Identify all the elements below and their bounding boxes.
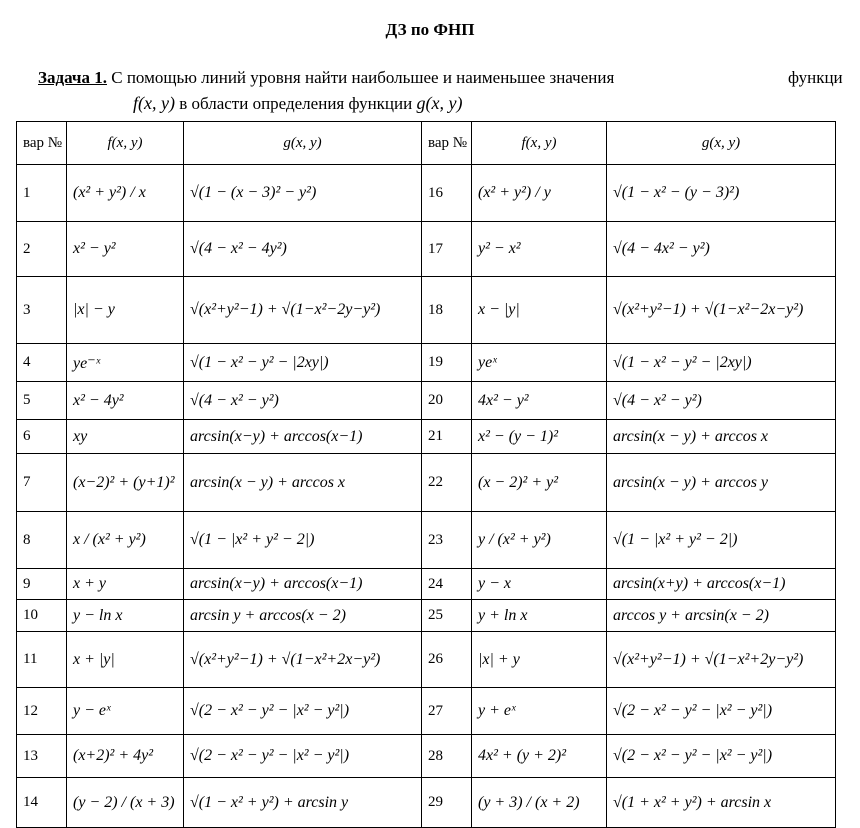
variant-number: 21 (422, 420, 472, 454)
header-variant: вар № (17, 122, 67, 165)
function-g: √(2 − x² − y² − |x² − y²|) (607, 735, 836, 778)
function-g: √(1 − x² − (y − 3)²) (607, 165, 836, 222)
function-f: |x| + y (472, 632, 607, 688)
task-text: С помощью линий уровня найти наибольшее и наименьшее значения (106, 68, 615, 87)
function-f: 4x² + (y + 2)² (472, 735, 607, 778)
function-f: x / (x² + y²) (67, 512, 184, 569)
variants-table (16, 121, 836, 828)
task-text-2: в области определения функции (174, 94, 417, 113)
variant-number: 12 (17, 688, 67, 735)
function-g: √(1 − |x² + y² − 2|) (184, 512, 422, 569)
table-row (17, 569, 836, 600)
variant-number: 6 (17, 420, 67, 454)
function-f: y² − x² (472, 222, 607, 277)
variant-number: 8 (17, 512, 67, 569)
function-f: |x| − y (67, 277, 184, 344)
function-f: y + ln x (472, 600, 607, 632)
function-g: arcsin(x − y) + arccos x (607, 420, 836, 454)
function-g: √(x²+y²−1) + √(1−x²+2y−y²) (607, 632, 836, 688)
function-f: (x² + y²) / y (472, 165, 607, 222)
function-f: x − |y| (472, 277, 607, 344)
function-g: arcsin(x−y) + arccos(x−1) (184, 420, 422, 454)
function-f: (x−2)² + (y+1)² (67, 454, 184, 512)
function-f: y − eˣ (67, 688, 184, 735)
function-f: x² − (y − 1)² (472, 420, 607, 454)
function-g: arcsin y + arccos(x − 2) (184, 600, 422, 632)
function-f: x + |y| (67, 632, 184, 688)
function-f: (y − 2) / (x + 3) (67, 778, 184, 828)
variant-number: 5 (17, 382, 67, 420)
function-g: √(1 − |x² + y² − 2|) (607, 512, 836, 569)
header-f-2: f(x, y) (472, 122, 607, 165)
function-f: (y + 3) / (x + 2) (472, 778, 607, 828)
task-label: Задача 1. (38, 68, 107, 87)
function-g: √(4 − x² − y²) (607, 382, 836, 420)
task-statement-line1 (38, 68, 860, 88)
header-variant-2: вар № (422, 122, 472, 165)
variant-number: 3 (17, 277, 67, 344)
function-g: √(1 − x² + y²) + arcsin y (184, 778, 422, 828)
function-g: √(1 − (x − 3)² − y²) (184, 165, 422, 222)
function-g: √(2 − x² − y² − |x² − y²|) (184, 735, 422, 778)
function-g: arcsin(x+y) + arccos(x−1) (607, 569, 836, 600)
function-g: √(2 − x² − y² − |x² − y²|) (607, 688, 836, 735)
function-f: 4x² − y² (472, 382, 607, 420)
task-function-g: g(x, y) (416, 93, 463, 113)
function-f: y − ln x (67, 600, 184, 632)
table-row (17, 382, 836, 420)
variant-number: 22 (422, 454, 472, 512)
variant-number: 27 (422, 688, 472, 735)
function-f: y + eˣ (472, 688, 607, 735)
table-row (17, 735, 836, 778)
function-g: √(4 − x² − y²) (184, 382, 422, 420)
variant-number: 23 (422, 512, 472, 569)
function-g: √(1 − x² − y² − |2xy|) (607, 344, 836, 382)
variant-number: 19 (422, 344, 472, 382)
function-f: ye⁻ˣ (67, 344, 184, 382)
header-g: g(x, y) (184, 122, 422, 165)
header-g-2: g(x, y) (607, 122, 836, 165)
function-g: arcsin(x − y) + arccos x (184, 454, 422, 512)
function-g: √(1 − x² − y² − |2xy|) (184, 344, 422, 382)
task-statement-line2 (133, 93, 462, 114)
variant-number: 10 (17, 600, 67, 632)
variant-number: 17 (422, 222, 472, 277)
table-row (17, 512, 836, 569)
function-f: (x − 2)² + y² (472, 454, 607, 512)
function-g: √(x²+y²−1) + √(1−x²+2x−y²) (184, 632, 422, 688)
variant-number: 2 (17, 222, 67, 277)
function-f: y / (x² + y²) (472, 512, 607, 569)
table-row (17, 778, 836, 828)
function-g: arcsin(x−y) + arccos(x−1) (184, 569, 422, 600)
variant-number: 1 (17, 165, 67, 222)
task-function-f: f(x, y) (133, 93, 175, 113)
variant-number: 24 (422, 569, 472, 600)
variant-number: 4 (17, 344, 67, 382)
function-f: x + y (67, 569, 184, 600)
header-f: f(x, y) (67, 122, 184, 165)
variant-number: 16 (422, 165, 472, 222)
table-header-row (17, 122, 836, 165)
function-g: arccos y + arcsin(x − 2) (607, 600, 836, 632)
variant-number: 14 (17, 778, 67, 828)
function-g: √(x²+y²−1) + √(1−x²−2y−y²) (184, 277, 422, 344)
variant-number: 13 (17, 735, 67, 778)
variant-number: 7 (17, 454, 67, 512)
variant-number: 20 (422, 382, 472, 420)
variant-number: 11 (17, 632, 67, 688)
table-row (17, 600, 836, 632)
function-g: √(2 − x² − y² − |x² − y²|) (184, 688, 422, 735)
function-g: √(4 − 4x² − y²) (607, 222, 836, 277)
variant-number: 25 (422, 600, 472, 632)
function-g: √(x²+y²−1) + √(1−x²−2x−y²) (607, 277, 836, 344)
function-f: yeˣ (472, 344, 607, 382)
function-g: √(1 + x² + y²) + arcsin x (607, 778, 836, 828)
function-f: xy (67, 420, 184, 454)
function-f: x² − y² (67, 222, 184, 277)
variant-number: 9 (17, 569, 67, 600)
variant-number: 28 (422, 735, 472, 778)
variant-number: 26 (422, 632, 472, 688)
table-row (17, 165, 836, 222)
variant-number: 29 (422, 778, 472, 828)
function-f: y − x (472, 569, 607, 600)
table-row (17, 632, 836, 688)
function-g: √(4 − x² − 4y²) (184, 222, 422, 277)
function-g: arcsin(x − y) + arccos y (607, 454, 836, 512)
table-row (17, 420, 836, 454)
task-text-tail: функци (788, 68, 843, 87)
function-f: (x+2)² + 4y² (67, 735, 184, 778)
table-row (17, 688, 836, 735)
table-row (17, 277, 836, 344)
table-row (17, 454, 836, 512)
table-row (17, 344, 836, 382)
document-title: ДЗ по ФНП (385, 20, 475, 39)
table-row (17, 222, 836, 277)
function-f: (x² + y²) / x (67, 165, 184, 222)
table-body (17, 165, 836, 828)
variant-number: 18 (422, 277, 472, 344)
function-f: x² − 4y² (67, 382, 184, 420)
